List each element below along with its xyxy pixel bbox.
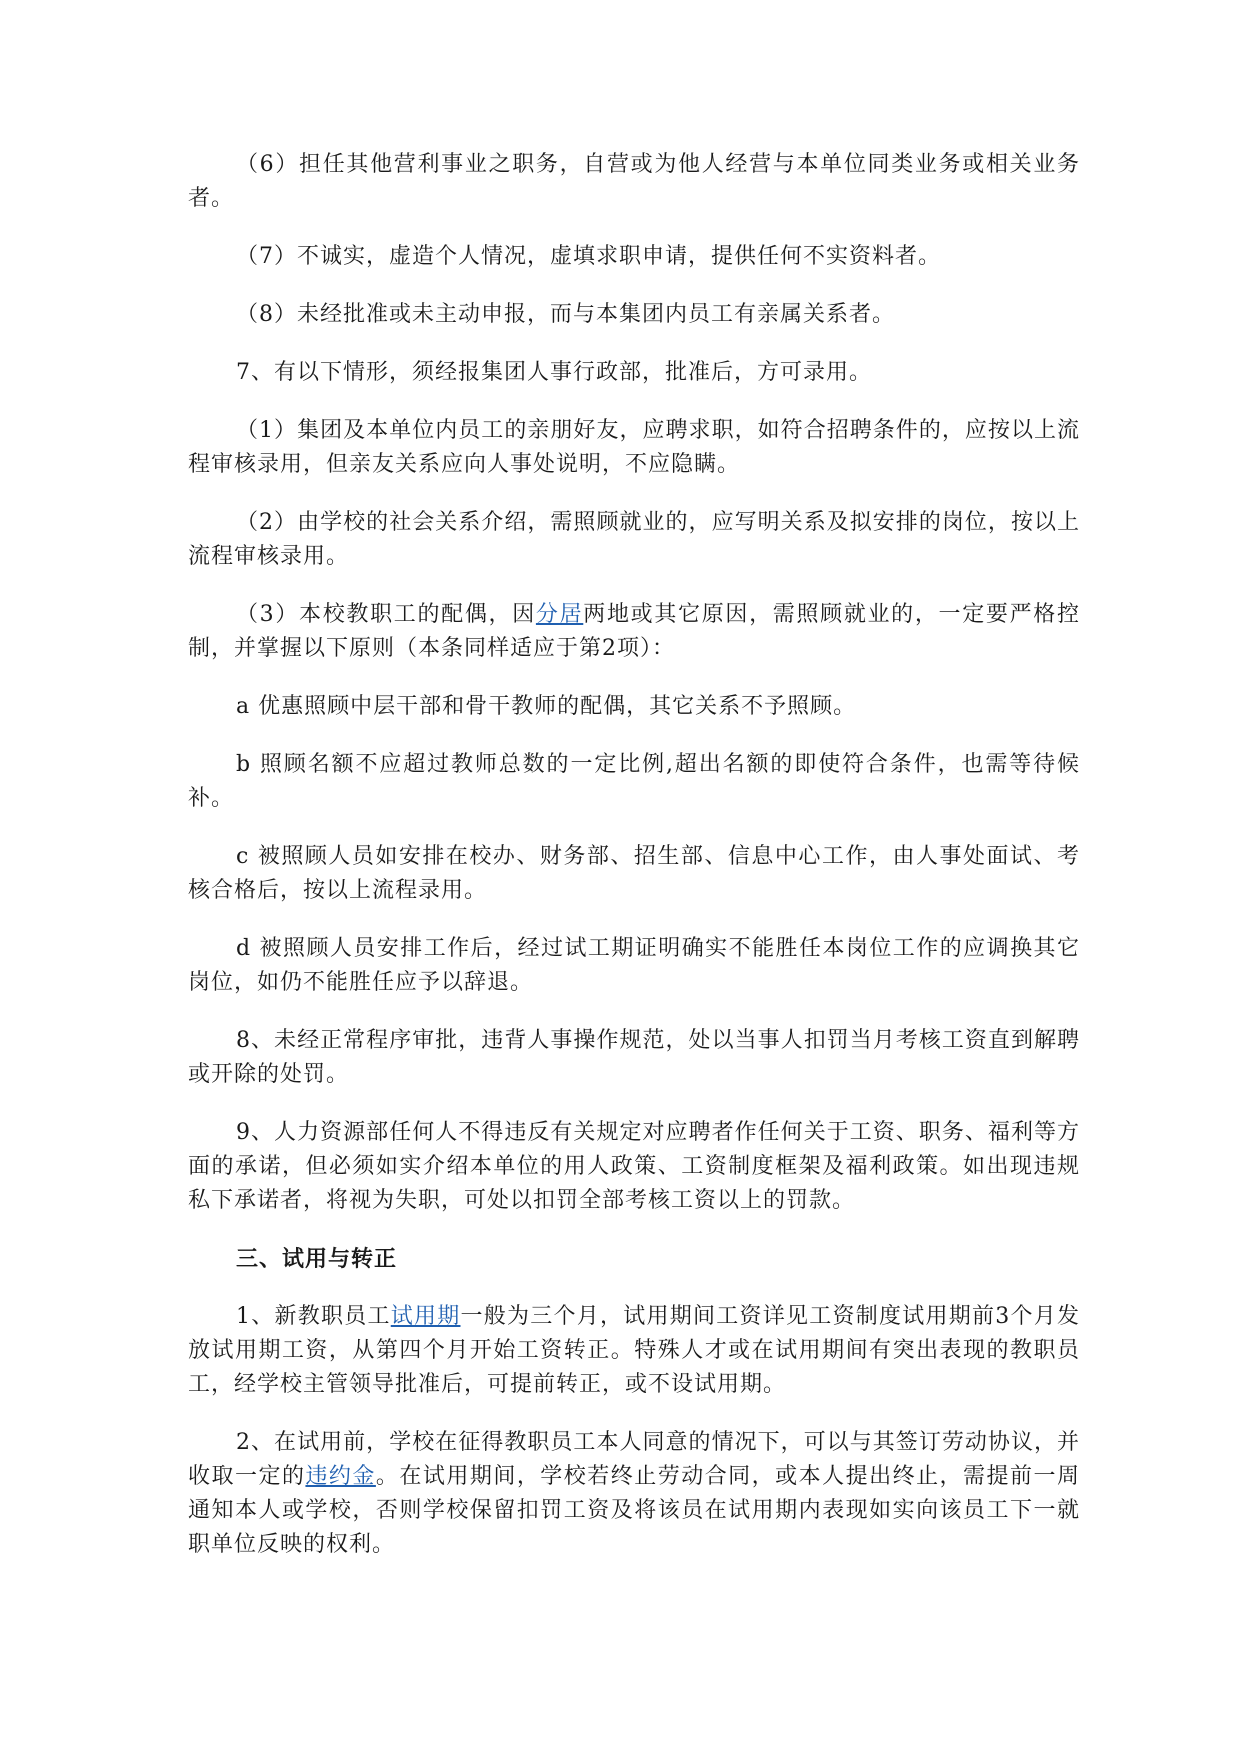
principle-d: d 被照顾人员安排工作后，经过试工期证明确实不能胜任本岗位工作的应调换其它岗位，如仍不能胜任应予以辞退。 [188,936,1080,995]
probation-clause-1-after: 一般为三个月，试用期间工资详见工资制度试用期前3个月发放试用期工资，从第四个月开始工资转正。特殊人才或在试用期间有突出表现的教职员工，经学校主管领导批准后，可提前转正，或不设试用期。 [188,1304,1080,1397]
clause-7-item-3-after: 两地或其它原因，需照顾就业的，一定要严格控制，并掌握以下原则（本条同样适应于第2项）： [188,602,1080,661]
clause-7: 7、有以下情形，须经报集团人事行政部，批准后，方可录用。 [236,360,872,385]
section-heading-probation: 三、试用与转正 [236,1246,398,1272]
clause-7-item-1: （1）集团及本单位内员工的亲朋好友，应聘求职，如符合招聘条件的，应按以上流程审核录用，但亲友关系应向人事处说明，不应隐瞒。 [188,418,1080,477]
paragraph-6: （6）担任其他营利事业之职务，自营或为他人经营与本单位同类业务或相关业务者。 [188,152,1080,211]
link-penalty[interactable]: 违约金 [305,1464,376,1489]
principle-c: c 被照顾人员如安排在校办、财务部、招生部、信息中心工作，由人事处面试、考核合格后，按以上流程录用。 [188,844,1080,903]
probation-clause-1 [188,1300,1080,1402]
document-page [188,148,1080,1586]
paragraph-8: （8）未经批准或未主动申报，而与本集团内员工有亲属关系者。 [236,302,895,327]
clause-8: 8、未经正常程序审批，违背人事操作规范，处以当事人扣罚当月考核工资直到解聘或开除的处罚。 [188,1028,1080,1087]
link-probation-period[interactable]: 试用期 [390,1304,461,1329]
link-fenju[interactable]: 分居 [535,602,584,627]
principle-a: a 优惠照顾中层干部和骨干教师的配偶，其它关系不予照顾。 [236,694,857,719]
clause-7-item-3-before: （3）本校教职工的配偶，因 [236,602,536,627]
probation-clause-2-after: 。在试用期间，学校若终止劳动合同，或本人提出终止，需提前一周通知本人或学校，否则学校保留扣罚工资及将该员在试用期内表现如实向该员工下一就职单位反映的权利。 [188,1464,1080,1557]
clause-7-item-2: （2）由学校的社会关系介绍，需照顾就业的，应写明关系及拟安排的岗位，按以上流程审核录用。 [188,510,1080,569]
probation-clause-1-before: 1、新教职员工 [236,1304,391,1329]
clause-9: 9、人力资源部任何人不得违反有关规定对应聘者作任何关于工资、职务、福利等方面的承诺，但必须如实介绍本单位的用人政策、工资制度框架及福利政策。如出现违规私下承诺者，将视为失职，可处以扣罚全部考核工资以上的罚款。 [188,1120,1080,1213]
clause-7-item-3 [188,598,1080,666]
probation-clause-2-before: 2、在试用前，学校在征得教职员工本人同意的情况下，可以与其签订劳动协议，并收取一定的 [188,1430,1080,1489]
principle-b: b 照顾名额不应超过教师总数的一定比例,超出名额的即使符合条件，也需等待候补。 [188,752,1080,811]
paragraph-7: （7）不诚实，虚造个人情况，虚填求职申请，提供任何不实资料者。 [236,244,941,269]
probation-clause-2 [188,1426,1080,1562]
